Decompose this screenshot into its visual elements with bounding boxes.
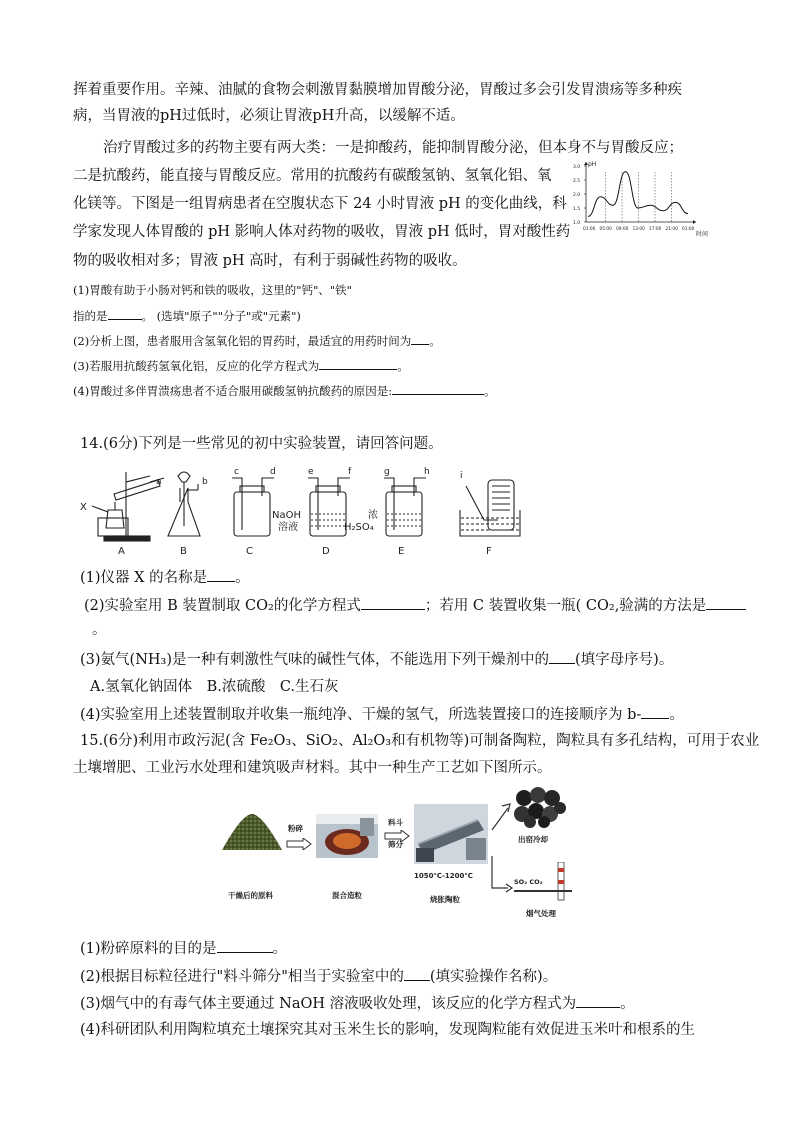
q15-1 (80, 938, 287, 959)
q14-4 (80, 704, 684, 725)
label-D: D (322, 546, 330, 557)
label-b: b (202, 477, 208, 487)
q14-2-method-blank[interactable] (706, 595, 746, 610)
q13-4-text: (4)胃酸过多伴胃溃疡患者不适合服用碳酸氢钠抗酸药的原因是: (73, 384, 393, 398)
label-a: a (156, 477, 162, 487)
q15-2 (80, 966, 557, 987)
mixing-granulation-image (316, 814, 378, 858)
q15-3-answer-blank[interactable] (576, 993, 620, 1008)
apparatus-d (272, 467, 352, 557)
q14-3-end: (填字母序号)。 (575, 652, 674, 668)
step-mixing: 混合造粒 (332, 891, 362, 900)
q15-1-text: (1)粉碎原料的目的是 (80, 941, 217, 957)
y-tick-label: 1.5 (573, 207, 581, 212)
y-axis-label: pH (588, 161, 597, 168)
q13-4-answer-blank[interactable] (392, 380, 484, 395)
q15-2-answer-blank[interactable] (404, 966, 430, 981)
q13-3 (73, 355, 409, 376)
q13-2 (73, 330, 441, 351)
y-tick-label: 2.5 (573, 179, 581, 184)
label-f: f (348, 467, 352, 477)
ph-curve-chart (572, 158, 712, 240)
q13-2-end: 。 (429, 334, 441, 348)
q15-3-text: (3)烟气中的有毒气体主要通过 NaOH 溶液吸收处理，该反应的化学方程式为 (80, 996, 577, 1012)
label-F: F (486, 546, 492, 557)
q14-2-equation-blank[interactable] (361, 595, 425, 610)
q14-3 (80, 649, 673, 670)
q14-4-text: (4)实验室用上述装置制取并收集一瓶纯净、干燥的氢气，所选装置接口的连接顺序为 b- (80, 707, 642, 723)
q15-3 (80, 993, 635, 1014)
x-tick-label: 09:00 (616, 227, 629, 232)
step-flue-gas: 烟气处理 (526, 909, 556, 918)
label-g: g (384, 467, 390, 477)
para2-line4: 学家发现人体胃酸的 pH 影响人体对药物的吸收，胃液 pH 低时，胃对酸性药 (73, 224, 571, 240)
para2-line2: 二是抗酸药，能直接与胃酸反应。常用的抗酸药有碳酸氢钠、氢氧化铝、氧 (73, 168, 552, 184)
y-tick-label: 3.0 (573, 165, 581, 170)
y-tick-label: 2.0 (573, 193, 581, 198)
ph-series-line (588, 172, 688, 217)
step-raw-material: 干燥后的原料 (228, 891, 273, 900)
q15-3-end: 。 (620, 996, 635, 1012)
x-axis-label: 时间 (696, 231, 709, 238)
x-tick-label: 13:00 (632, 227, 645, 232)
apparatus-c (232, 467, 276, 557)
arrow-3-icon (490, 802, 512, 832)
q14-1-text: (1)仪器 X 的名称是 (80, 570, 208, 586)
label-E: E (398, 546, 405, 557)
arrow-1-icon (286, 838, 312, 850)
para2-line5: 物的吸收相对多；胃液 pH 高时，有利于弱碱性药物的吸收。 (73, 253, 467, 269)
q14-1-end: 。 (235, 570, 250, 586)
para1-line2: 病，当胃液的pH过低时，必须让胃液pH升高，以缓解不适。 (73, 108, 465, 124)
arrow-label-hopper: 料斗 (388, 818, 403, 827)
label-h: h (424, 467, 430, 477)
q14-title: 14.(6分)下列是一些常见的初中实验装置，请回答问题。 (80, 436, 443, 452)
q13-1b-text: 指的是 (73, 309, 108, 323)
q14-4-end: 。 (669, 707, 684, 723)
arrow-4-icon (490, 854, 514, 894)
label-B: B (180, 546, 187, 557)
q13-2-answer-blank[interactable] (411, 330, 429, 345)
para2-line3: 化镁等。下图是一组胃病患者在空腹状态下 24 小时胃液 pH 的变化曲线，科 (73, 196, 567, 212)
q13-4 (73, 380, 496, 401)
q14-3-answer-blank[interactable] (549, 649, 575, 664)
rotary-kiln-image (414, 804, 488, 864)
raw-material-image (222, 812, 282, 852)
label-C: C (246, 546, 253, 557)
q15-4: (4)科研团队利用陶粒填充土壤探究其对玉米生长的影响，发现陶粒能有效促进玉米叶和根系的生 (80, 1022, 696, 1038)
x-tick-label: 01:00 (682, 227, 695, 232)
label-e: e (308, 467, 314, 477)
lab-apparatus-diagram (74, 466, 534, 558)
label-h2so4: H₂SO₄ (344, 522, 374, 533)
arrow-label-crush: 粉碎 (288, 824, 303, 833)
x-tick-label: 01:00 (583, 227, 596, 232)
q14-4-answer-blank[interactable] (641, 704, 669, 719)
q15-line2: 土壤增肥、工业污水处理和建筑吸声材料。其中一种生产工艺如下图所示。 (73, 760, 552, 776)
label-x: X (80, 502, 87, 513)
q13-3-text: (3)若服用抗酸药氢氧化铝，反应的化学方程式为 (73, 359, 320, 373)
q14-2-text: (2)实验室用 B 装置制取 CO₂的化学方程式 (84, 598, 361, 614)
flue-gas-labels: SO₂ CO₂ (514, 878, 543, 886)
x-tick-label: 21:00 (665, 227, 678, 232)
x-tick-label: 05:00 (599, 227, 612, 232)
q14-1 (80, 567, 250, 588)
q15-1-answer-blank[interactable] (217, 938, 273, 953)
x-axis-arrow (693, 220, 696, 224)
ceramsite-pellets-image (514, 786, 566, 828)
q14-3-options: A.氢氧化钠固体 B.浓硫酸 C.生石灰 (90, 679, 339, 695)
q13-1b-hint: 。 (选填"原子""分子"或"元素") (141, 309, 301, 323)
q13-3-answer-blank[interactable] (319, 355, 397, 370)
q15-line1: 15.(6分)利用市政污泥(含 Fe₂O₃、SiO₂、Al₂O₃和有机物等)可制备陶粒，陶粒具有多孔结构，可用于农业 (80, 733, 760, 749)
label-c: c (234, 467, 239, 477)
step-cooling: 出窑冷却 (518, 835, 548, 844)
arrow-label-sieve: 筛分 (388, 840, 403, 849)
kiln-temperature: 1050℃-1200℃ (414, 872, 473, 880)
q15-1-end: 。 (272, 941, 288, 957)
label-solution: 溶液 (278, 522, 298, 533)
y-tick-label: 1.0 (573, 221, 581, 226)
q15-2-text: (2)根据目标粒径进行"料斗筛分"相当于实验室中的 (80, 969, 404, 985)
q13-2-text: (2)分析上图，患者服用含氢氧化铝的胃药时，最适宜的用药时间为 (73, 334, 412, 348)
label-conc: 浓 (368, 510, 378, 521)
q14-2 (84, 595, 746, 616)
label-A: A (118, 546, 125, 557)
label-d: d (270, 467, 276, 477)
apparatus-f (460, 471, 520, 557)
apparatus-e (344, 467, 430, 557)
q15-2-end: (填实验操作名称)。 (429, 969, 558, 985)
q14-2-mid: ；若用 C 装置收集一瓶( CO₂,验满的方法是 (424, 598, 707, 614)
label-i: i (460, 471, 463, 481)
q13-3-end: 。 (397, 359, 409, 373)
arrow-2-icon (384, 830, 410, 842)
para2-line1: 治疗胃酸过多的药物主要有两大类：一是抑酸药，能抑制胃酸分泌，但本身不与胃酸反应； (103, 140, 683, 156)
apparatus-b (168, 472, 208, 557)
para1-line1: 挥着重要作用。辛辣、油腻的食物会刺激胃黏膜增加胃酸分泌，胃酸过多会引发胃溃疡等多种疾 (73, 82, 682, 98)
process-flow-figure (218, 784, 580, 924)
q13-1-answer-blank[interactable] (108, 305, 142, 320)
label-naoh: NaOH (272, 510, 301, 521)
q14-3-text: (3)氨气(NH₃)是一种有刺激性气味的碱性气体，不能选用下列干燥剂中的 (80, 652, 549, 668)
apparatus-a (80, 472, 164, 557)
q13-1b (73, 305, 301, 326)
step-kiln: 烧胀陶粒 (430, 895, 460, 904)
q14-2-end: 。 (92, 622, 107, 638)
q14-1-answer-blank[interactable] (207, 567, 235, 582)
q13-4-end: 。 (484, 384, 496, 398)
q13-1a: (1)胃酸有助于小肠对钙和铁的吸收，这里的"钙"、"铁" (73, 283, 352, 297)
x-tick-label: 17:00 (649, 227, 662, 232)
